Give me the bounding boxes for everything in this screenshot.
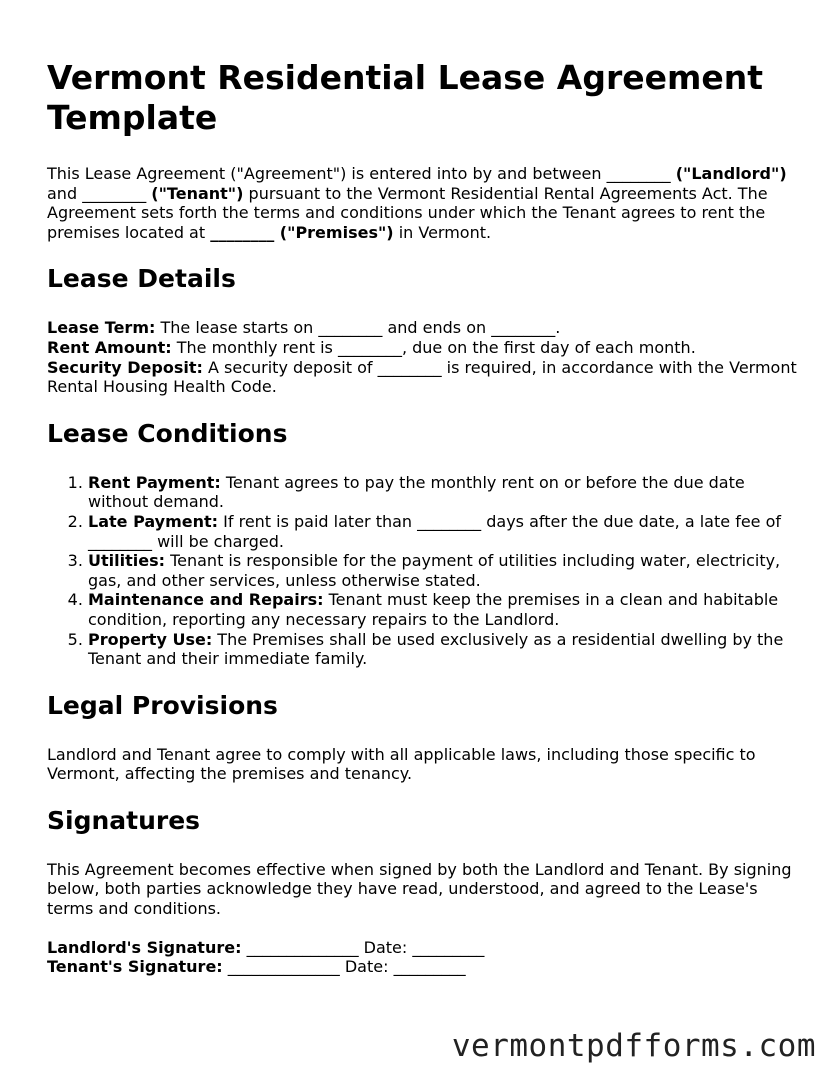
condition-text: Tenant is responsible for the payment of utilities including water, electricity, gas, and other services, unless otherwise stated. [88, 551, 781, 590]
landlord-signature-blank: ______________ Date: _________ [241, 937, 485, 957]
security-deposit-line [47, 358, 807, 397]
tenant-signature-label: Tenant's Signature: [47, 957, 223, 977]
condition-label: Rent Payment: [88, 472, 221, 492]
list-item [88, 512, 807, 551]
tenant-signature-blank: ______________ Date: _________ [222, 957, 466, 977]
landlord-term: ("Landlord") [675, 164, 787, 183]
lease-term-label: Lease Term: [47, 318, 156, 338]
condition-label: Late Payment: [88, 511, 219, 531]
lease-conditions-heading: Lease Conditions [47, 418, 288, 448]
lease-conditions-list [47, 473, 807, 669]
lease-term-line [47, 318, 807, 338]
tenant-signature-line [47, 957, 807, 977]
document-title: Vermont Residential Lease Agreement Template [47, 58, 764, 137]
signature-block [47, 938, 807, 977]
intro-paragraph [47, 164, 807, 242]
legal-provisions-text: Landlord and Tenant agree to comply with all applicable laws, including those specific to Vermont, affecting the premises and tenancy. [47, 744, 756, 784]
list-item [88, 630, 807, 669]
lease-details-body [47, 318, 807, 396]
intro-text-4: in Vermont. [393, 222, 492, 242]
landlord-signature-label: Landlord's Signature: [47, 937, 242, 957]
signatures-heading: Signatures [47, 805, 201, 835]
footer-watermark: vermontpdfforms.com [451, 1028, 816, 1064]
rent-amount-label: Rent Amount: [47, 337, 172, 357]
list-item [88, 473, 807, 512]
intro-text-1: This Lease Agreement ("Agreement") is entered into by and between ________ [47, 164, 671, 183]
condition-text: Tenant must keep the premises in a clean and habitable condition, reporting any necessary repairs to the Landlord. [88, 590, 779, 629]
rent-amount-line [47, 338, 807, 358]
document [47, 58, 807, 977]
rent-amount-text: The monthly rent is ________, due on the first day of each month. [171, 337, 696, 357]
intro-text-3: pursuant to the Vermont Residential Rental Agreements Act. The Agreement sets forth the terms and conditions under which the Tenant agrees to rent the premises located at [47, 183, 768, 242]
condition-text: If rent is paid later than ________ days after the due date, a late fee of ________ will be charged. [88, 511, 782, 551]
condition-label: Maintenance and Repairs: [88, 590, 324, 610]
condition-text: Tenant agrees to pay the monthly rent on or before the due date without demand. [88, 472, 745, 512]
intro-text-2: and ________ [47, 183, 152, 203]
lease-details-heading: Lease Details [47, 264, 236, 294]
list-item [88, 551, 807, 590]
tenant-term: ("Tenant") [151, 183, 244, 203]
condition-label: Utilities: [88, 551, 165, 571]
landlord-signature-line [47, 938, 807, 958]
lease-term-text: The lease starts on ________ and ends on ________. [155, 318, 561, 338]
list-item [88, 590, 807, 629]
premises-term: ________ ("Premises") [210, 222, 394, 242]
condition-label: Property Use: [88, 629, 213, 649]
condition-text: The Premises shall be used exclusively as a residential dwelling by the Tenant and their immediate family. [88, 629, 784, 669]
security-deposit-label: Security Deposit: [47, 357, 203, 377]
legal-provisions-heading: Legal Provisions [47, 690, 278, 720]
security-deposit-text: A security deposit of ________ is required, in accordance with the Vermont Rental Housing Health Code. [47, 357, 797, 397]
signatures-text: This Agreement becomes effective when signed by both the Landlord and Tenant. By signing below, both parties acknowledge they have read, understood, and agreed to the Lease's terms and conditions. [47, 859, 792, 919]
